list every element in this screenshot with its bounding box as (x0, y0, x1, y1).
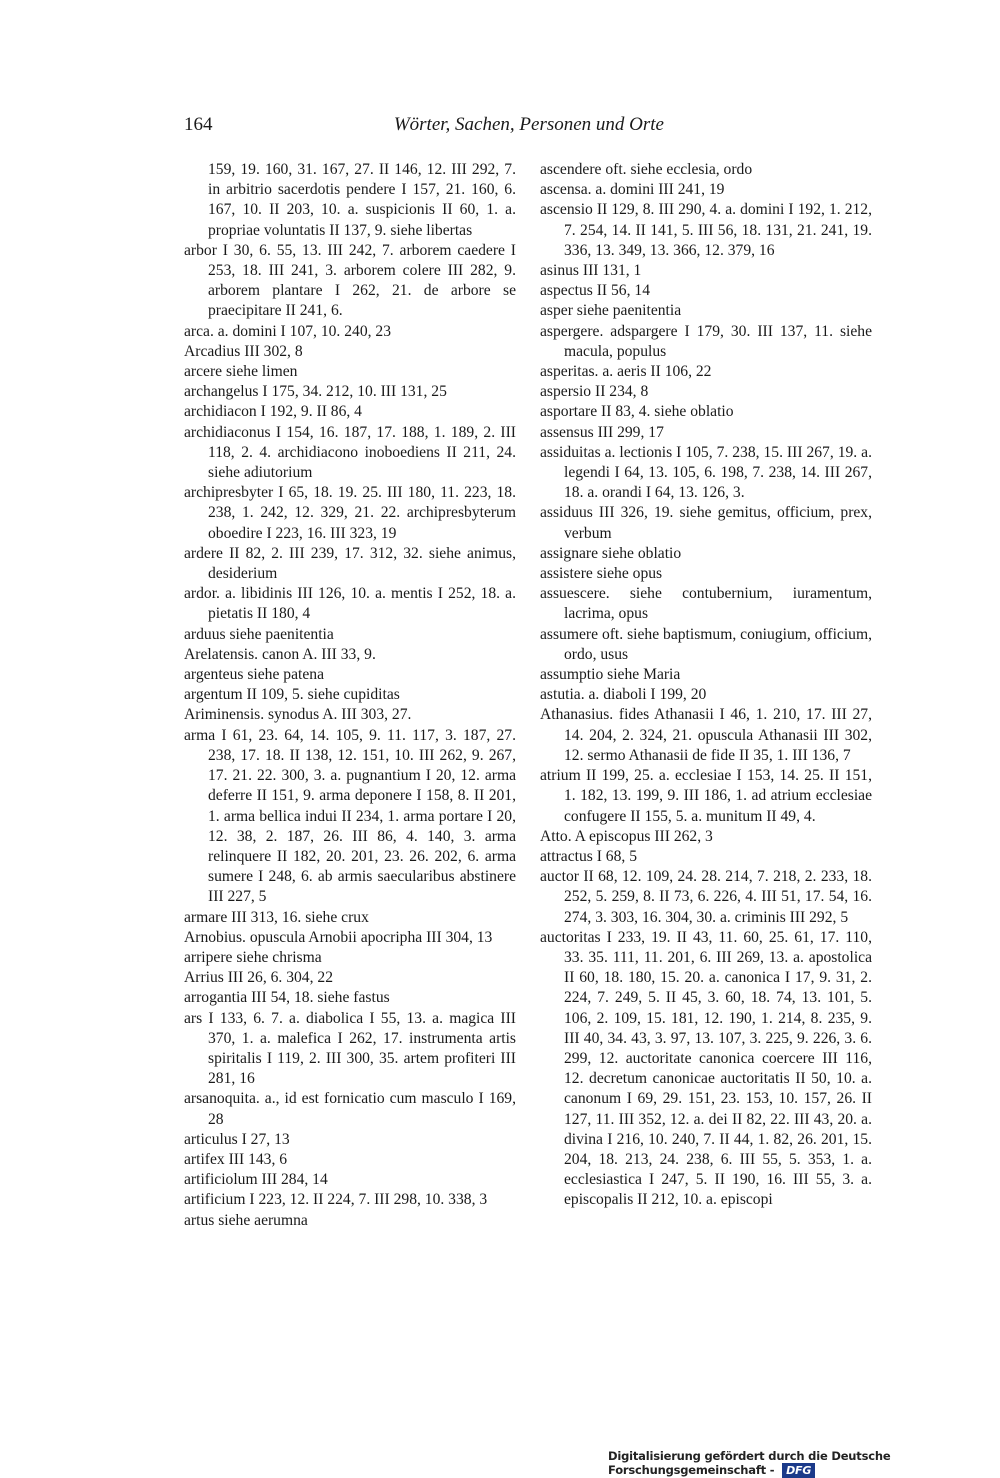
index-entry: arcere siehe limen (184, 363, 298, 381)
index-entry: auctoritas I 233, 19. II 43, 11. 60, 25. 61, 17. 110, 33. 35. 111, 11. 201, 6. III 269, 13. a. apostolica II 60, 18. 180, 15. 20. a. canonica I 17, 9. 31, 2. 224, 7. 249, 5. II 45, 3. 60, 18. 74, 13. 101, 5. 106, 2. 109, 15. 181, 12. 190, 1. 214, 8. 235, 9. III 40, 34. 43, 3. 97, 13. 107, 3. 225, 9. 226, 3. 6. 299, 12. auctoritate canonica coercere III 116, 12. decretum canonicae auctoritatis II 50, 10. a. canonum I 69, 29. 151, 23. 153, 10. 157, 26. II 127, 11. III 352, 12. a. dei II 82, 22. III 43, 20. a. divina I 216, 10. 240, 7. II 44, 1. 82, 26. 201, 15. 204, 18. 213, 24. 238, 6. III 55, 5. 353, 1. a. ecclesiastica I 247, 5. II 190, 16. III 55, 3. a. episcopalis II 212, 10. a. episcopi (540, 928, 872, 1209)
index-entry: assensus III 299, 17 (540, 423, 664, 441)
index-entry: ascensio II 129, 8. III 290, 4. a. domini I 192, 1. 212, 7. 254, 14. II 141, 5. III 56, 18. 131, 21. 241, 19. 336, 13. 349, 13. 366, 12. 379, 16 (540, 201, 872, 259)
index-entry: argenteus siehe patena (184, 666, 324, 684)
index-entry: aspersio II 234, 8 (540, 383, 649, 401)
index-entry: astutia. a. diaboli I 199, 20 (540, 686, 707, 704)
index-entry: asportare II 83, 4. siehe oblatio (540, 403, 734, 421)
index-entry: assistere siehe opus (540, 565, 663, 583)
page-number: 164 (184, 114, 213, 135)
index-entry: auctor II 68, 12. 109, 24. 28. 214, 7. 218, 2. 233, 18. 252, 5. 259, 8. II 73, 6. 226, 4. III 51, 17. 54, 16. 274, 3. 303, 16. 304, 30. a. criminis III 292, 5 (540, 868, 872, 926)
index-entry: arripere siehe chrisma (184, 948, 322, 966)
index-entry: arbor I 30, 6. 55, 13. III 242, 7. arborem caedere I 253, 18. III 241, 3. arborem colere III 282, 9. arborem plantare I 262, 21. de arbore se praecipitare II 241, 6. (184, 241, 516, 320)
index-entry: aspectus II 56, 14 (540, 282, 650, 300)
index-entry: arsanoquita. a., id est fornicatio cum masculo I 169, 28 (184, 1090, 516, 1128)
footer-text: Digitalisierung gefördert durch die Deutsche Forschungsgemeinschaft - (608, 1449, 891, 1477)
index-entry: arma I 61, 23. 64, 14. 105, 9. 11. 117, 3. 187, 27. 238, 17. 18. II 138, 12. 151, 10. III 262, 9. 267, 17. 21. 22. 300, 3. a. pugnantium I 20, 12. arma deferre II 151, 9. arma deponere I 158, 8. II 201, 1. arma bellica indui II 234, 1. arma portare I 20, 12. 38, 2. 187, 26. III 86, 4. 140, 3. arma relinquere II 182, 20. 201, 23. 26. 202, 6. arma sumere I 248, 6. ab armis saecularibus abstinere III 227, 5 (184, 726, 516, 906)
footer-credit (608, 1449, 1000, 1478)
index-entry: assignare siehe oblatio (540, 544, 682, 562)
index-entry: Athanasius. fides Athanasii I 46, 1. 210, 17. III 27, 14. 204, 2. 324, 21. opuscula Athanasii III 302, 12. sermo Athanasii de fide II 35, 1. III 136, 7 (540, 706, 872, 764)
index-entry: ars I 133, 6. 7. a. diabolica I 55, 13. a. magica III 370, 1. a. malefica I 262, 17. instrumenta artis spiritalis I 119, 2. III 300, 35. artem profiteri III 281, 16 (184, 1009, 516, 1088)
index-entry: artificium I 223, 12. II 224, 7. III 298, 10. 338, 3 (184, 1191, 488, 1209)
index-entry: asperitas. a. aeris II 106, 22 (540, 363, 712, 381)
index-entry: arduus siehe paenitentia (184, 625, 334, 643)
index-entry: artifex III 143, 6 (184, 1150, 288, 1168)
index-entry: asper siehe paenitentia (540, 302, 682, 320)
index-entry: Arnobius. opuscula Arnobii apocripha III 304, 13 (184, 928, 493, 946)
index-entry: ascensa. a. domini III 241, 19 (540, 181, 725, 199)
index-column-right (540, 160, 872, 1211)
index-entry: artus siehe aerumna (184, 1211, 308, 1229)
index-entry: assumere oft. siehe baptismum, coniugium, officium, ordo, usus (540, 625, 872, 663)
index-entry: archangelus I 175, 34. 212, 10. III 131, 25 (184, 383, 447, 401)
index-entry: atrium II 199, 25. a. ecclesiae I 153, 14. 25. II 151, 1. 182, 13. 199, 9. III 186, 1. ad atrium ecclesiae confugere II 155, 5. a. munitum II 49, 4. (540, 767, 872, 825)
index-entry: archidiaconus I 154, 16. 187, 17. 188, 1. 189, 2. III 118, 2. 4. archidiacono inoboediens II 211, 24. siehe adiutorium (184, 423, 516, 482)
index-entry: attractus I 68, 5 (540, 847, 637, 865)
index-entry: assumptio siehe Maria (540, 666, 681, 684)
index-entry: Ariminensis. synodus A. III 303, 27. (184, 706, 412, 724)
index-entry: Atto. A episcopus III 262, 3 (540, 827, 713, 845)
index-entry: 159, 19. 160, 31. 167, 27. II 146, 12. III 292, 7. in arbitrio sacerdotis pendere I 157, 21. 160, 6. 167, 10. II 203, 10. a. suspicionis II 60, 1. a. propriae voluntatis II 137, 9. siehe libertas (208, 161, 516, 239)
index-entry: Arcadius III 302, 8 (184, 342, 303, 360)
index-entry: Arelatensis. canon A. III 33, 9. (184, 645, 376, 663)
index-entry: ardere II 82, 2. III 239, 17. 312, 32. siehe animus, desiderium (184, 544, 516, 583)
index-entry: armare III 313, 16. siehe crux (184, 908, 369, 926)
index-entry: articulus I 27, 13 (184, 1130, 290, 1148)
index-entry: asinus III 131, 1 (540, 262, 642, 280)
index-entry: Arrius III 26, 6. 304, 22 (184, 969, 333, 987)
index-entry: artificiolum III 284, 14 (184, 1171, 328, 1189)
index-entry: arca. a. domini I 107, 10. 240, 23 (184, 322, 392, 340)
index-entry: aspergere. adspargere I 179, 30. III 137, 11. siehe macula, populus (540, 322, 872, 360)
index-entry: archidiacon I 192, 9. II 86, 4 (184, 403, 362, 421)
index-entry: ardor. a. libidinis III 126, 10. a. mentis I 252, 18. a. pietatis II 180, 4 (184, 585, 516, 623)
index-column-left (184, 160, 516, 1231)
dfg-logo: DFG (782, 1463, 815, 1478)
index-entry: assuescere. siehe contubernium, iuramentum, lacrima, opus (540, 585, 872, 623)
index-entry: archipresbyter I 65, 18. 19. 25. III 180, 11. 223, 18. 238, 1. 242, 12. 329, 21. 22. archipresbyterum oboedire I 223, 16. III 323, 19 (184, 484, 516, 542)
index-entry: argentum II 109, 5. siehe cupiditas (184, 686, 400, 704)
index-entry: assiduus III 326, 19. siehe gemitus, officium, prex, verbum (540, 504, 872, 542)
index-entry: assiduitas a. lectionis I 105, 7. 238, 15. III 267, 19. a. legendi I 64, 13. 105, 6. 198, 7. 238, 14. III 267, 18. a. orandi I 64, 13. 126, 3. (540, 443, 872, 502)
index-entry: ascendere oft. siehe ecclesia, ordo (540, 161, 753, 178)
page-header (184, 114, 664, 140)
running-title: Wörter, Sachen, Personen und Orte (393, 114, 664, 135)
index-entry: arrogantia III 54, 18. siehe fastus (184, 989, 390, 1007)
